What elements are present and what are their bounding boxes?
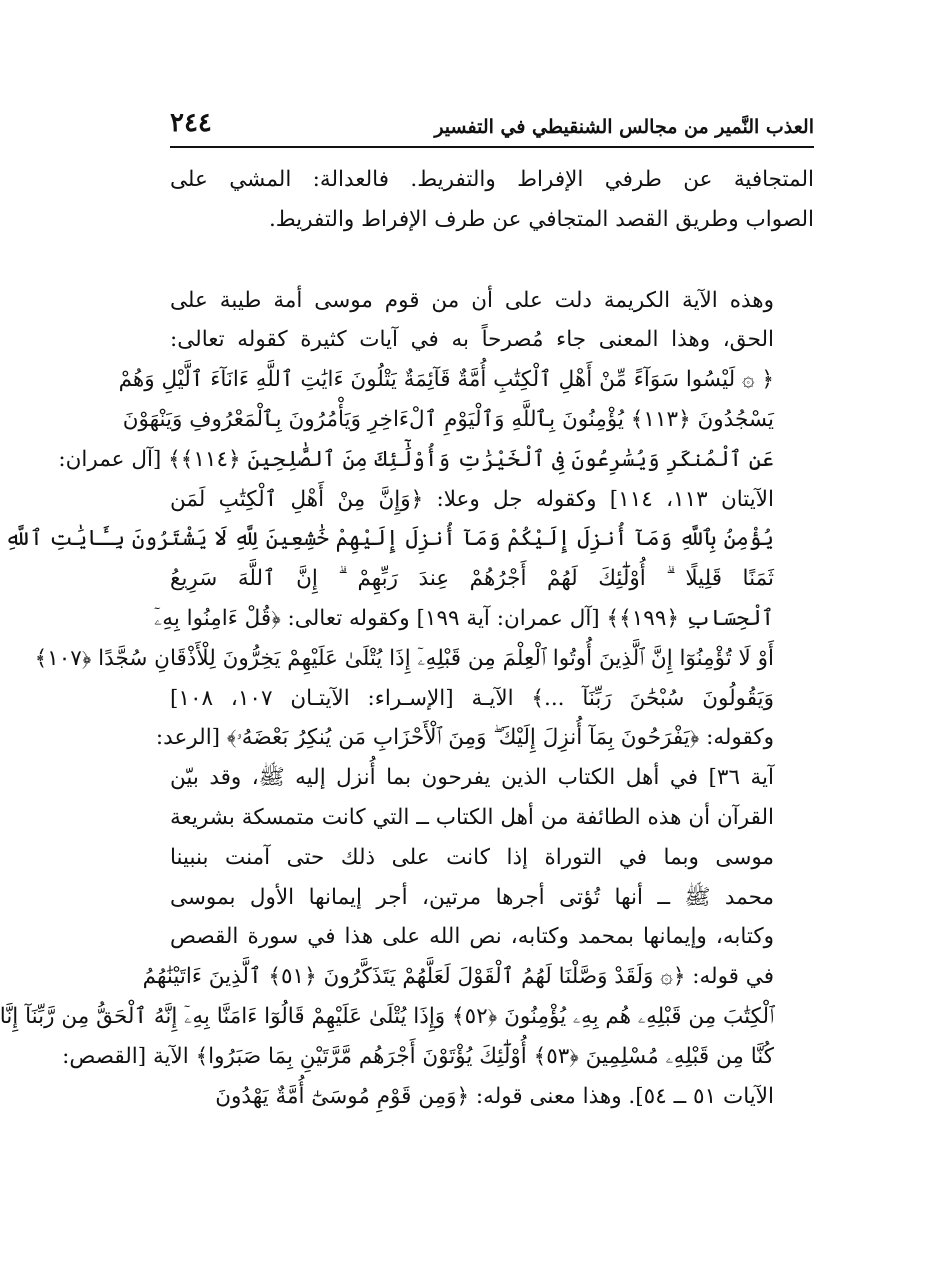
text-line: أَوْ لَا تُؤْمِنُوٓا إِنَّ ٱلَّذِينَ أُوتُوا ٱلْعِلْمَ مِن قَبْلِهِۦٓ إِذَا يُتْلَىٰ عَلَيْهِمْ يَخِرُّونَ لِلْأَذْقَانِ سُجَّدًا ﴿١٠٧﴾ [34, 645, 774, 671]
text-line: كُنَّا مِن قَبْلِهِۦ مُسْلِمِينَ ﴿٥٣﴾ أُوْلَٰٓئِكَ يُؤْتَوْنَ أَجْرَهُم مَّرَّتَيْنِ بِمَا صَبَرُوا﴾ الآية [القصص: [62, 1043, 774, 1069]
paragraph-1 [170, 160, 814, 240]
text-line: يُؤْمِنُ بِٱللَّهِ وَمَآ أُنزِلَ إِلَيْكُمْ وَمَآ أُنزِلَ إِلَيْهِمْ خَٰشِعِينَ لِلَّهِ لَا يَشْتَرُونَ بِـَٔايَٰتِ ٱللَّهِ [4, 526, 774, 552]
text-line: آية ٣٦] في أهل الكتاب الذين يفرحون بما أُنزل إليه ﷺ، وقد بيّن [170, 765, 774, 791]
page-number: ٢٤٤ [170, 108, 212, 138]
text-line: في قوله: ﴿۞ وَلَقَدْ وَصَّلْنَا لَهُمُ ٱلْقَوْلَ لَعَلَّهُمْ يَتَذَكَّرُونَ ﴿٥١﴾ ٱلَّذِينَ ءَاتَيْنَٰهُمُ [142, 964, 774, 990]
text-line: يَسْجُدُونَ ﴿١١٣﴾ يُؤْمِنُونَ بِٱللَّهِ وَٱلْيَوْمِ ٱلْءَاخِرِ وَيَأْمُرُونَ بِٱلْمَعْرُوفِ وَيَنْهَوْنَ [122, 406, 774, 432]
text-line: الحق، وهذا المعنى جاء مُصرحاً به في آيات كثيرة كقوله تعالى: [170, 327, 774, 353]
header-rule [170, 146, 814, 148]
text-line: عَنِ ٱلْمُنكَرِ وَيُسَٰرِعُونَ فِى ٱلْخَيْرَٰتِ وَأُوْلَٰٓئِكَ مِنَ ٱلصَّٰلِحِينَ ﴿١١٤﴾﴾ [آل عمران: [58, 446, 774, 472]
page-header [170, 100, 814, 144]
running-title: العذب النَّمير من مجالس الشنقيطي في التفسير [434, 116, 814, 138]
text-line: الصواب وطريق القصد المتجافي عن طرف الإفراط والتفريط. [268, 206, 814, 232]
text-line: ثَمَنًا قَلِيلًا ۗ أُوْلَٰٓئِكَ لَهُمْ أَجْرُهُمْ عِندَ رَبِّهِمْ ۗ إِنَّ ٱللَّهَ سَرِيعُ [170, 566, 774, 592]
text-line: ٱلْكِتَٰبَ مِن قَبْلِهِۦ هُم بِهِۦ يُؤْمِنُونَ ﴿٥٢﴾ وَإِذَا يُتْلَىٰ عَلَيْهِمْ قَالُوٓا ءَامَنَّا بِهِۦٓ إِنَّهُ ٱلْحَقُّ مِن رَّبِّنَآ إِنَّا [0, 1003, 774, 1029]
paragraph-2 [0, 281, 814, 1117]
text-line: موسى وبما في التوراة إذا كانت على ذلك حتى آمنت بنبينا [170, 844, 774, 870]
text-line: وَيَقُولُونَ سُبْحَٰنَ رَبِّنَآ ...﴾ الآيـة [الإسـراء: الآيتـان ١٠٧، ١٠٨] [170, 685, 775, 711]
text-line: القرآن أن هذه الطائفة من أهل الكتاب ــ التي كانت متمسكة بشريعة [170, 804, 774, 830]
text-line: الآيات ٥١ ــ ٥٤]. وهذا معنى قوله: ﴿وَمِن قَوْمِ مُوسَىٰٓ أُمَّةٌ يَهْدُونَ [215, 1083, 774, 1109]
text-line: وكتابه، وإيمانها بمحمد وكتابه، نص الله على هذا في سورة القصص [170, 924, 774, 950]
text-line: ﴿ ۞ لَيْسُوا سَوَآءً مِّنْ أَهْلِ ٱلْكِتَٰبِ أُمَّةٌ قَآئِمَةٌ يَتْلُونَ ءَايَٰتِ ٱللَّهِ ءَانَآءَ ٱلَّيْلِ وَهُمْ [118, 367, 774, 393]
text-line: الآيتان ١١٣، ١١٤] وكقوله جل وعلا: ﴿وَإِنَّ مِنْ أَهْلِ ٱلْكِتَٰبِ لَمَن [170, 486, 774, 512]
text-line: وكقوله: ﴿يَفْرَحُونَ بِمَآ أُنزِلَ إِلَيْكَ ۖ وَمِنَ ٱلْأَحْزَابِ مَن يُنكِرُ بَعْضَهُۥ﴾ [الرعد: [155, 725, 774, 751]
text-line: المتجافية عن طرفي الإفراط والتفريط. فالعدالة: المشي على [170, 167, 814, 192]
text-line: ٱلْحِسَابِ ﴿١٩٩﴾﴾ [آل عمران: آية ١٩٩] وكقوله تعالى: ﴿قُلْ ءَامِنُوا بِهِۦٓ [154, 605, 774, 631]
text-line: وهذه الآية الكريمة دلت على أن من قوم موسى أمة طيبة على [170, 287, 774, 313]
body-text [0, 160, 814, 1116]
text-line: محمد ﷺ ــ أنها تُؤتى أجرها مرتين، أجر إيمانها الأول بموسى [170, 884, 774, 910]
